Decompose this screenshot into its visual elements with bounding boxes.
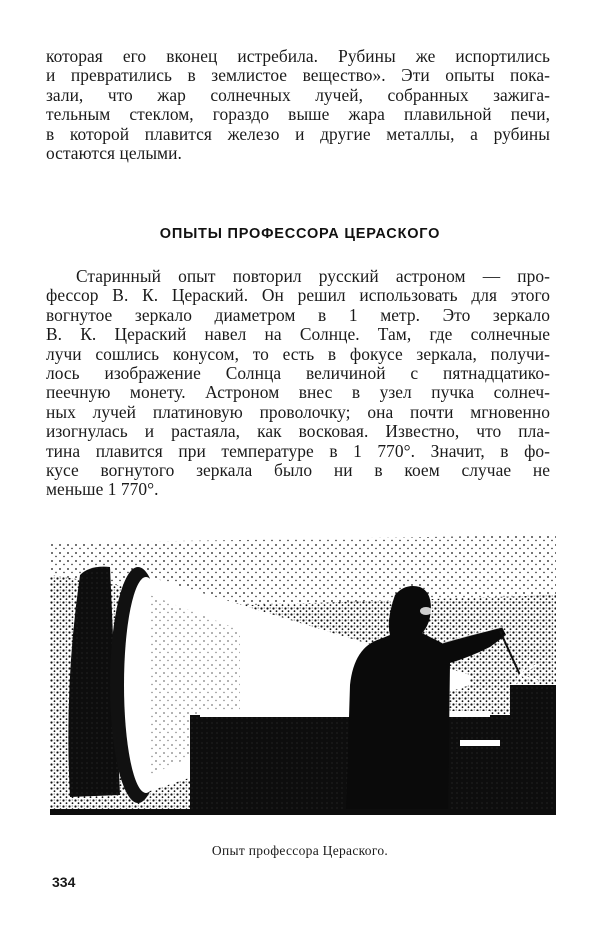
illustration-concave-mirror-experiment	[50, 535, 556, 815]
section-heading: ОПЫТЫ ПРОФЕССОРА ЦЕРАСКОГО	[159, 226, 441, 242]
text-line: ных лучей платиновую проволочку; она почти мгновенно	[46, 401, 550, 422]
text-line: меньше 1 770°.	[46, 479, 159, 500]
text-line: фессор В. К. Цераский. Он решил использовать для этого	[46, 285, 550, 306]
text-line: пеечную монету. Астроном внес в узел пучка солнеч-	[46, 382, 550, 403]
text-line: в которой плавится железо и другие металлы, а рубины	[46, 123, 550, 144]
text-line: лучи сошлись конусом, то есть в фокусе зеркала, получи-	[46, 343, 550, 364]
text-line: изогнулась и растаяла, как восковая. Известно, что пла-	[46, 421, 550, 442]
text-line: В. К. Цераский навел на Солнце. Там, где солнечные	[46, 324, 550, 345]
text-line: Старинный опыт повторил русский астроном — про-	[76, 266, 550, 286]
text-line: которая его вконец истребила. Рубины же испортились	[46, 46, 550, 66]
text-line: остаются целыми.	[46, 142, 182, 163]
figure-caption: Опыт профессора Цераского.	[211, 843, 389, 858]
paragraph-continuation	[46, 47, 550, 163]
page-number: 334	[52, 874, 76, 890]
text-line: тина плавится при температуре в 1 770°. Значит, в фо-	[46, 440, 550, 461]
text-line: и превратились в землистое вещество». Эти опыты пока-	[46, 65, 550, 86]
text-line: зали, что жар солнечных лучей, собранных зажига-	[46, 84, 550, 105]
text-line: лось изображение Солнца величиной с пятнадцатико-	[46, 362, 550, 383]
text-line: тельным стеклом, гораздо выше жара плавильной печи,	[46, 104, 550, 125]
text-line: кусе вогнутого зеркала было ни в коем случае не	[46, 459, 550, 480]
paragraph-cerasky-experiment	[46, 267, 550, 500]
text-line: вогнутое зеркало диаметром в 1 метр. Это зеркало	[46, 304, 550, 325]
